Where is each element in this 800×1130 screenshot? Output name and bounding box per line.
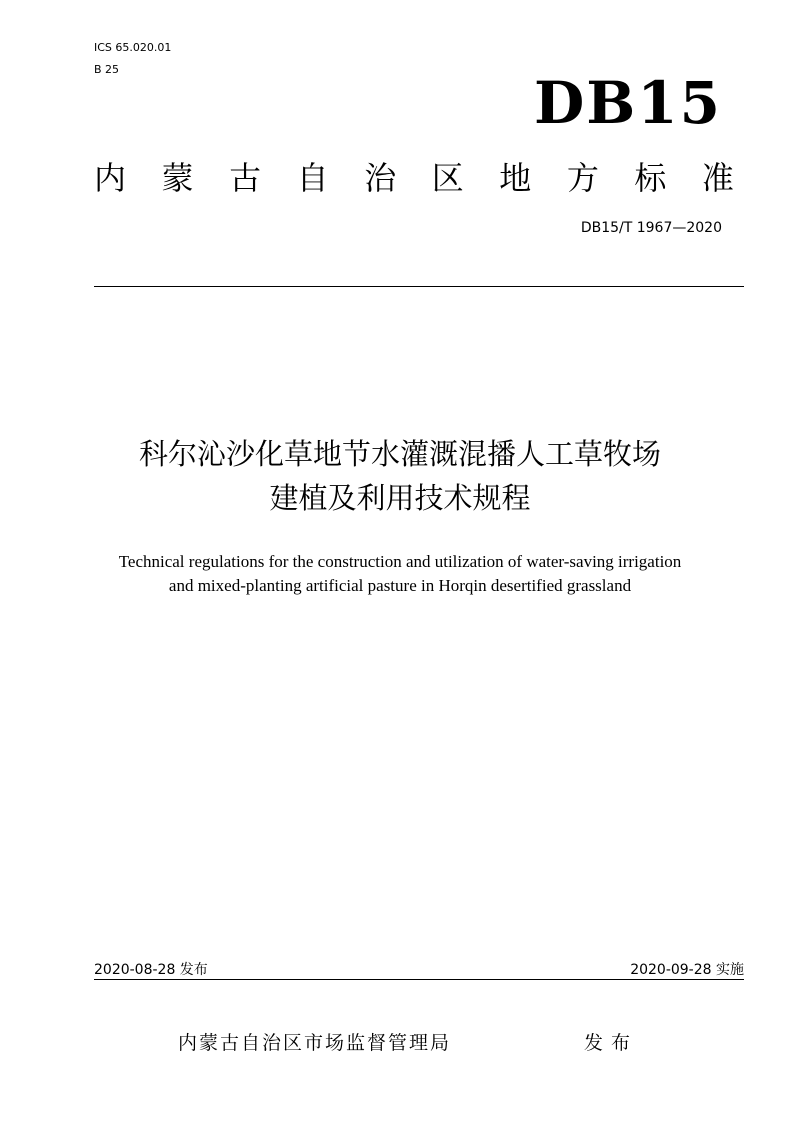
standard-name-char: 准: [701, 159, 734, 197]
issue-label: 发布: [584, 1032, 639, 1054]
standard-number: DB15/T 1967—2020: [580, 220, 722, 236]
standard-name-char: 治: [364, 159, 397, 197]
title-chinese-line: 建植及利用技术规程: [269, 481, 531, 515]
standard-name-char: 标: [634, 159, 667, 197]
publish-date: 2020-08-28 发布: [94, 962, 208, 978]
standard-name-char: 区: [431, 159, 464, 197]
standard-name-char: 方: [566, 159, 599, 197]
standard-name: [94, 156, 734, 200]
title-english-line: and mixed-planting artificial pasture in Horqin desertified grassland: [168, 576, 632, 595]
header-divider: [94, 286, 744, 287]
classification-code: B 25: [94, 63, 120, 76]
standard-name-char: 古: [229, 159, 262, 197]
implement-date: 2020-09-28 实施: [630, 962, 744, 978]
ics-code: ICS 65.020.01: [94, 41, 172, 54]
standard-name-char: 自: [296, 159, 329, 197]
title-chinese: [40, 432, 760, 520]
standard-name-char: 内: [94, 159, 127, 197]
title-chinese-line: 科尔沁沙化草地节水灌溉混播人工草牧场: [138, 437, 661, 471]
title-english-line: Technical regulations for the construction and utilization of water-saving irrigation: [118, 552, 682, 571]
title-english: [40, 550, 760, 598]
issuing-authority: 内蒙古自治区市场监督管理局: [178, 1032, 452, 1054]
standard-name-char: 地: [499, 159, 532, 197]
standard-code-logo: DB15: [533, 69, 722, 137]
standard-name-char: 蒙: [161, 159, 194, 197]
footer-divider: [94, 979, 744, 980]
